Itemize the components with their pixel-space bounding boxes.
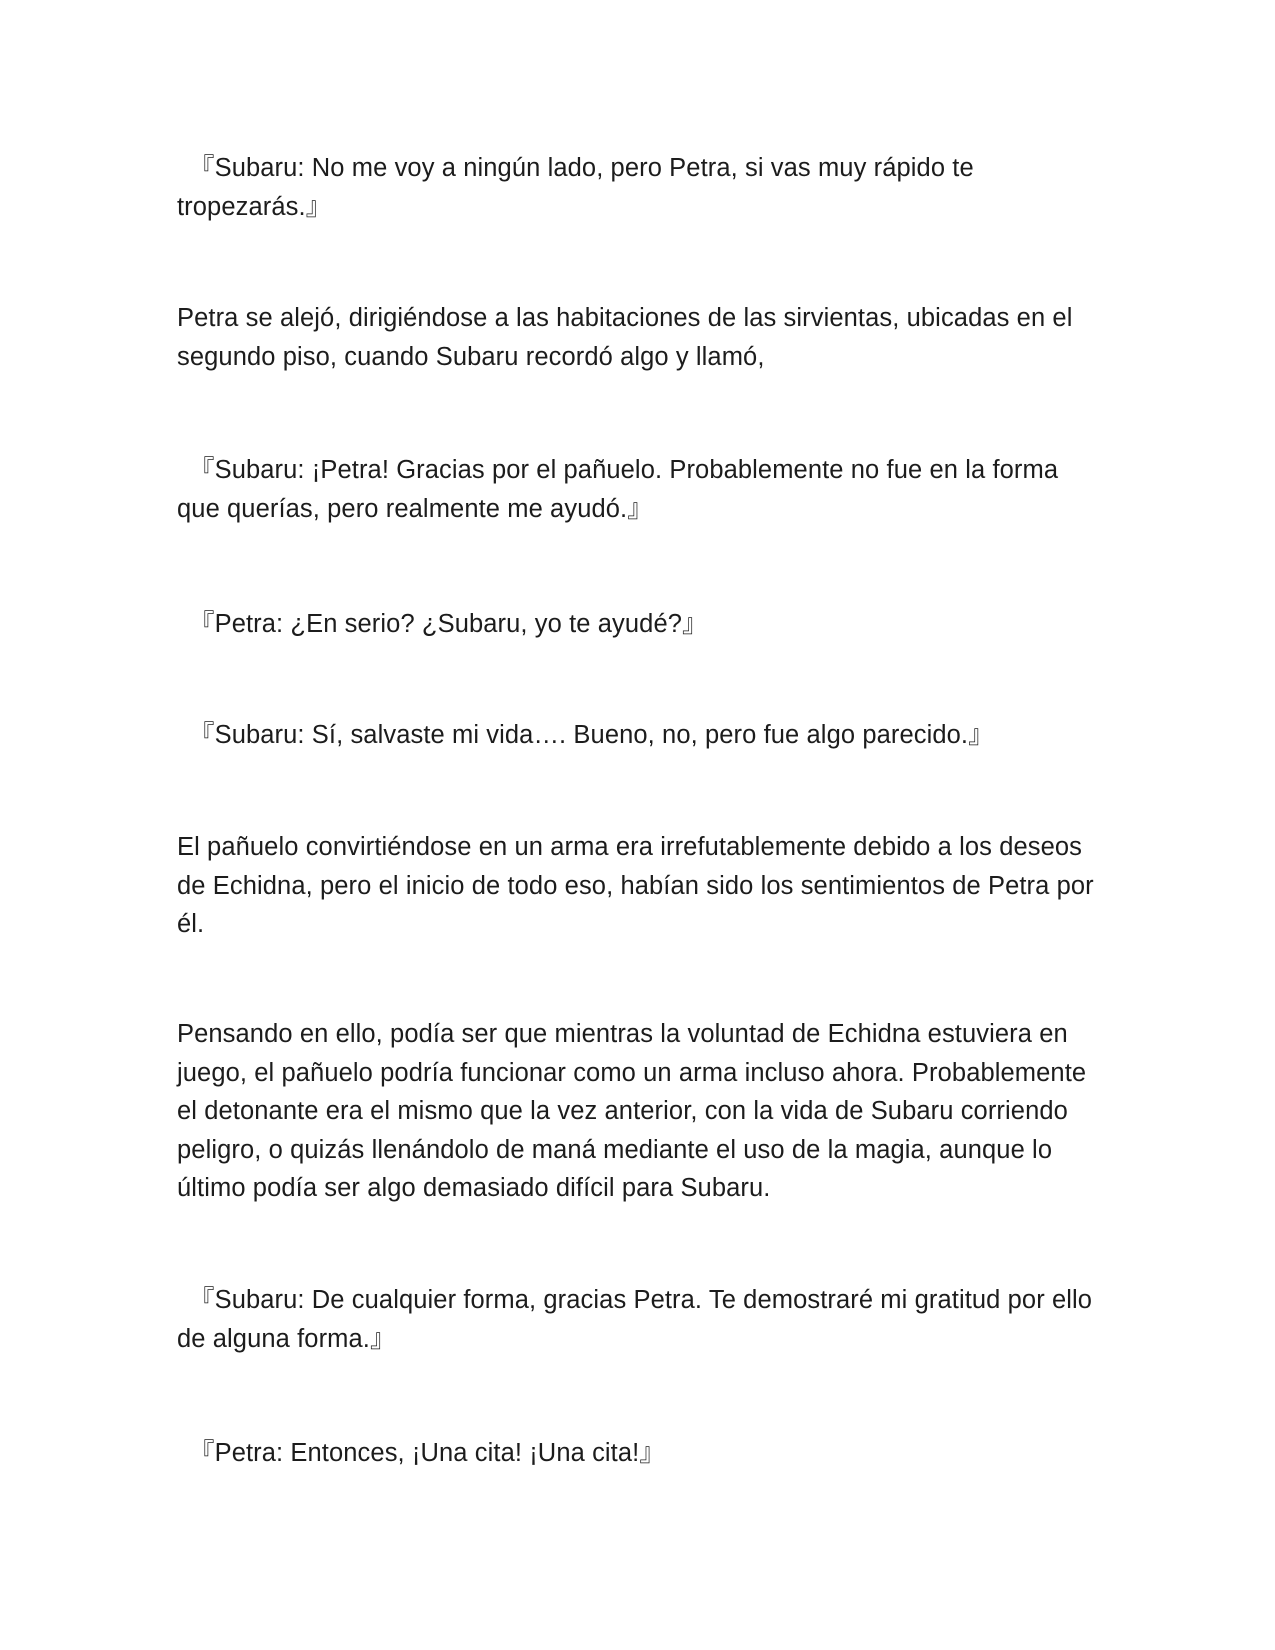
narration-handkerchief-weapon: El pañuelo convirtiéndose en un arma era irrefutablemente debido a los deseos de Echidna, pero el inicio de todo eso, habían sido los sentimientos de Petra por él. (177, 833, 1094, 938)
narration-thinking-about-it: Pensando en ello, podía ser que mientras la voluntad de Echidna estuviera en juego, el pañuelo podría funcionar como un arma incluso ahora. Probablemente el detonante era el mismo que la vez anterior, con la vida de Subaru corriendo peligro, o quizás llenándolo de maná mediante el uso de la magia, aunque lo último podía ser algo demasiado difícil para Subaru. (177, 1020, 1087, 1202)
dialogue-subaru-thanks-handkerchief: 『Subaru: ¡Petra! Gracias por el pañuelo. Probablemente no fue en la forma que querías, pero realmente me ayudó.』 (177, 456, 1059, 523)
dialogue-subaru-not-going-anywhere: 『Subaru: No me voy a ningún lado, pero Petra, si vas muy rápido te tropezarás.』 (177, 154, 974, 221)
dialogue-petra-date: 『Petra: Entonces, ¡Una cita! ¡Una cita!』 (189, 1439, 665, 1467)
dialogue-subaru-gratitude: 『Subaru: De cualquier forma, gracias Petra. Te demostraré mi gratitud por ello de alguna forma.』 (177, 1286, 1093, 1353)
narration-petra-left: Petra se alejó, dirigiéndose a las habitaciones de las sirvientas, ubicadas en el segundo piso, cuando Subaru recordó algo y llamó, (177, 304, 1073, 371)
dialogue-subaru-saved-my-life: 『Subaru: Sí, salvaste mi vida…. Bueno, no, pero fue algo parecido.』 (189, 721, 994, 749)
dialogue-petra-really: 『Petra: ¿En serio? ¿Subaru, yo te ayudé?』 (189, 610, 708, 638)
